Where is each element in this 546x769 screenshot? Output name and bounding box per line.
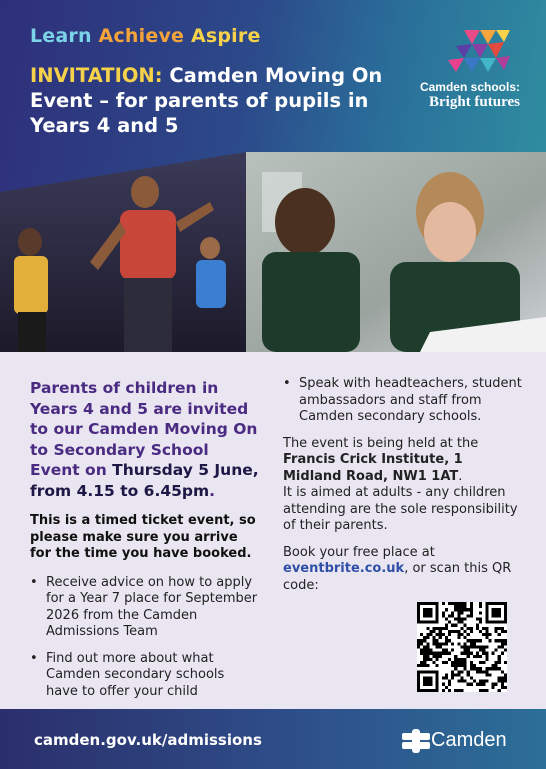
booking-info (283, 545, 523, 595)
intro-end: . (209, 481, 216, 500)
venue-post: . (458, 468, 463, 484)
tagline-aspire: Aspire (190, 25, 261, 47)
eventbrite-link[interactable]: eventbrite.co.uk (283, 561, 405, 576)
benefits-list-left (30, 575, 260, 701)
event-date: Thursday 5 June, from 4.15 to 6.45pm (30, 461, 259, 500)
admissions-link[interactable]: camden.gov.uk/admissions (34, 731, 262, 749)
booking-post: , or scan this QR code: (283, 561, 512, 593)
right-column (283, 376, 523, 604)
camden-schools-logo (408, 26, 520, 121)
timed-ticket-note: This is a timed ticket event, so please make sure you arrive for the time you have booked. (30, 513, 256, 561)
list-item: • Receive advice on how to apply for a Year 7 place for September 2026 from the Camden Admissions Team (30, 575, 260, 641)
page-title (30, 63, 410, 138)
benefits-list-right (283, 376, 523, 426)
camden-schools-logo-icon (444, 26, 514, 78)
camden-council-logo-icon (402, 729, 430, 753)
qr-code-icon[interactable] (417, 602, 507, 692)
list-item: • Find out more about what Camden secondary schools have to offer your child (30, 651, 260, 701)
footer (0, 709, 546, 769)
tagline-achieve: Achieve (98, 25, 185, 47)
venue-info (283, 436, 523, 535)
hero-photo (0, 152, 546, 352)
venue-pre: The event is being held at the (283, 435, 479, 451)
logo-line1: Camden schools: (419, 80, 520, 94)
intro-text (30, 378, 260, 501)
intro-lead: Parents of children in Years 4 and 5 are invited to our Camden Moving On to Secondary School Event on (30, 379, 258, 479)
adults-note: It is aimed at adults - any children attending are the sole responsibility of their parents. (283, 485, 518, 533)
camden-brand: Camden (431, 729, 507, 751)
list-item: • Speak with headteachers, student ambassadors and staff from Camden secondary schools. (283, 376, 523, 426)
tagline-learn: Learn (30, 25, 92, 47)
booking-pre: Book your free place at (283, 544, 435, 560)
tagline (30, 25, 261, 47)
venue-place: Francis Crick Institute, 1 Midland Road, NW1 1AT (283, 452, 463, 484)
title-lead: INVITATION: (30, 64, 163, 87)
logo-line2: Bright futures (429, 94, 520, 110)
title-text: Camden Moving On Event – for parents of pupils in Years 4 and 5 (30, 64, 383, 137)
left-column (30, 378, 260, 710)
